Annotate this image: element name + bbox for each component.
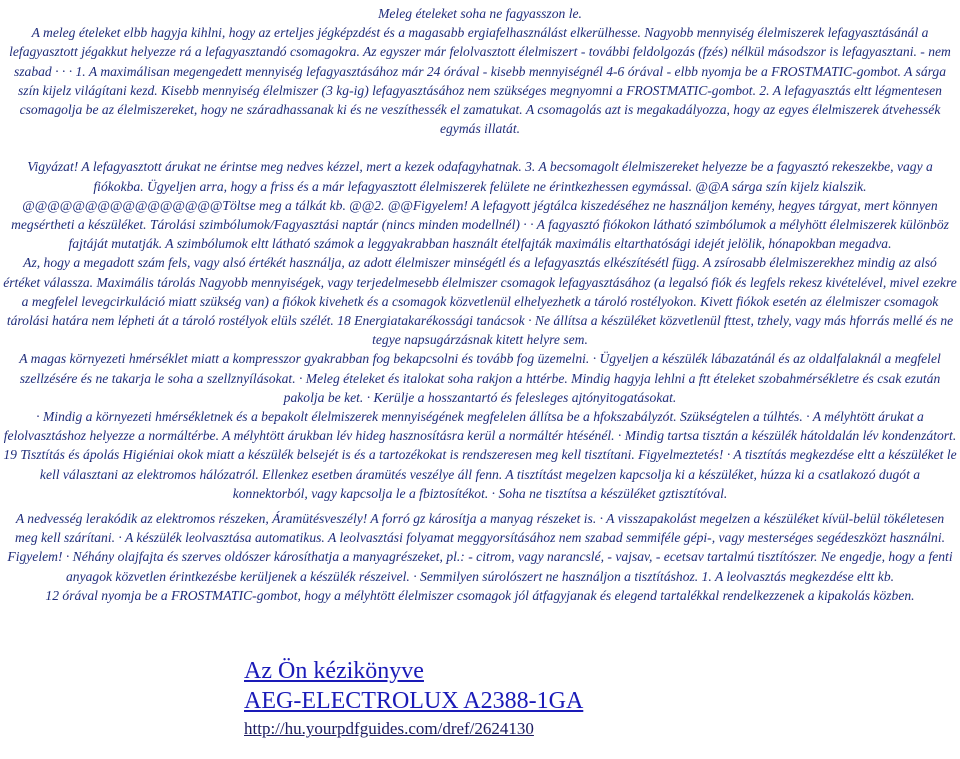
- paragraph-caution: Vigyázat! A lefagyasztott árukat ne érintse meg nedves kézzel, mert a kezek odafagyhatnak. 3. A becsomagolt élelmiszereket helyezze be a fagyasztó rekeszekbe, vagy a fiókokba. Ügyeljen arra, hogy a friss és a már lefagyasztott élelmiszerek felülete ne érintkezhessen egymással. @@A sárga szín kijelz kialszik. @@@@@@@@@@@@@@@@Töltse meg a tálkát kb. @@2. @@Figyelem! A lefagyott jégtálca kiszedéséhez ne használjon kemény, hegyes tárgyat, mert könnyen megsértheti a készüléket. Tárolási szimbólumok/Fagyasztási naptár (nincs minden modellnél) · · A fagyasztó fiókokon látható szimbólumok a mélyhött élelmiszerek különböz fajtáját mutatják. A szimbólumok eltt látható számok a leggyakrabban használt ételfajták maximális eltarthatósági idejét jelölik, hónapokban megadva.: [11, 159, 949, 252]
- model-link[interactable]: AEG-ELECTROLUX A2388-1GA: [244, 688, 584, 714]
- url-link[interactable]: http://hu.yourpdfguides.com/dref/2624130: [244, 719, 534, 738]
- manual-link[interactable]: Az Ön kézikönyve: [244, 658, 424, 684]
- paragraph-cleaning: · Mindig a környezeti hmérsékletnek és a bepakolt élelmiszerek mennyiségének megfelelen állítsa be a hfokszabályzót. Szükségtelen a túlhtés. · A mélyhtött árukat a felolvasztáshoz helyezze a normáltérbe. A mélyhtött árukban lév hideg hasznosításra kerül a normáltér htésénél. · Mindig tartsa tisztán a készülék hátoldalán lév kondenzátort. 19 Tisztítás és ápolás Higiéniai okok miatt a készülék belsejét is és a tartozékokat is rendszeresen meg kell tisztítani. Figyelmeztetés! · A tisztítás megkezdése eltt a készüléket le kell választani az elektromos hálózatról. Ellenkez esetben áramütés veszélye áll fenn. A tisztítást megelzen kapcsolja ki a készüléket, húzza ki a csatlakozó dugót a konnektorból, vagy kapcsolja le a fbiztosítékot. · Soha ne tisztítsa a készüléket gztisztítóval.: [3, 409, 957, 501]
- paragraph-defrost: A nedvesség lerakódik az elektromos részeken, Áramütésveszély! A forró gz károsítja a manyag részeket is. · A visszapakolást megelzen a készüléket kívül-belül tökéletesen meg kell szárítani. · A készülék leolvasztása automatikus. A leolvasztási folyamat meggyorsításához nem szabad semmiféle gépi-, vagy mesterséges segédeszközt használni. Figyelem! · Néhány olajfajta és szerves oldószer károsíthatja a manyagrészeket, pl.: - citrom, vagy narancslé, - vajsav, - ecetsav tartalmú tisztítószer. Ne engedje, hogy a fenti anyagok közvetlen érintkezésbe kerüljenek a készülék részeivel. · Semmilyen súrolószert ne használjon a tisztításhoz. 1. A leolvasztás megkezdése eltt kb.: [7, 511, 953, 584]
- paragraph-storage: Az, hogy a megadott szám fels, vagy alsó értékét használja, az adott élelmiszer minségétl és a lefagyasztás elkészítésétl függ. A zsírosabb élelmiszerekhez mindig az alsó értéket válassza. Maximális tárolás Nagyobb mennyiségek, vagy terjedelmesebb élelmiszer csomagok lefagyasztásához (a legalsó fiók és legfels rekesz kivételével, mivel ezekre a megfelel levegcirkuláció miatt szükség van) a fiókok kivehetk és a csomagok közvetlenül elhelyezhetk a tároló rostélyokon. Kivett fiókok esetén az élelmiszer csomagok tárolási határa nem lépheti át a tároló rostélyok elüls szélét. 18 Energiatakarékossági tanácsok · Ne állítsa a készüléket közvetlenül fttest, tzhely, vagy más hforrás mellé és ne tegye napsugárzásnak kitett helyre sem.: [3, 255, 957, 348]
- paragraph-gap: [0, 138, 960, 157]
- paragraph-warning-title: Meleg ételeket soha ne fagyasszon le.: [378, 6, 582, 21]
- document-body: [0, 4, 960, 605]
- footer-links: [244, 656, 944, 740]
- paragraph-frostmatic: 12 órával nyomja be a FROSTMATIC-gombot, hogy a mélyhtött élelmiszer csomagok jól átfagyjanak és elegend tartalékkal rendelkezzenek a kipakolás közben.: [45, 587, 915, 603]
- paragraph-freezing-instructions: A meleg ételeket elbb hagyja kihlni, hogy az erteljes jégképzdést és a magasabb ergiafelhasználást elkerülhesse. Nagyobb mennyiség élelmiszerek lefagyasztásánál a lefagyasztott jégakkut helyezze rá a lefagyasztandó csomagokra. Az egyszer már felolvasztott élelmiszert - további feldolgozás (fzés) nélkül másodszor is lefagyasztani. - nem szabad · · · 1. A maximálisan megengedett mennyiség lefagyasztásához már 24 órával - kisebb mennyiségnél 4-6 órával - elbb nyomja be a FROSTMATIC-gombot. A sárga szín kijelz világítani kezd. Kisebb mennyiség élelmiszer (3 kg-ig) lefagyasztásához nem szükséges megnyomni a FROSTMATIC-gombot. 2. A lefagyasztás eltt légmentesen csomagolja be az élelmiszereket, hogy ne száradhassanak ki és ne veszíthessék el zamatukat. A csomagolás azt is megakadályozza, hogy az egyes élelmiszerek átvehessék egymás illatát.: [9, 25, 951, 137]
- paragraph-energy-tips: A magas környezeti hmérséklet miatt a kompresszor gyakrabban fog bekapcsolni és tovább fog üzemelni. · Ügyeljen a készülék lábazatánál és az oldalfalaknál a megfelel szellzésére és ne takarja le soha a szellznyílásokat. · Meleg ételeket és italokat soha rakjon a httérbe. Mindig hagyja lehlni a ftt ételeket szobahmérsékletre és csak ezután pakolja be ket. · Kerülje a hosszantartó és felesleges ajtónyitogatásokat.: [19, 351, 941, 405]
